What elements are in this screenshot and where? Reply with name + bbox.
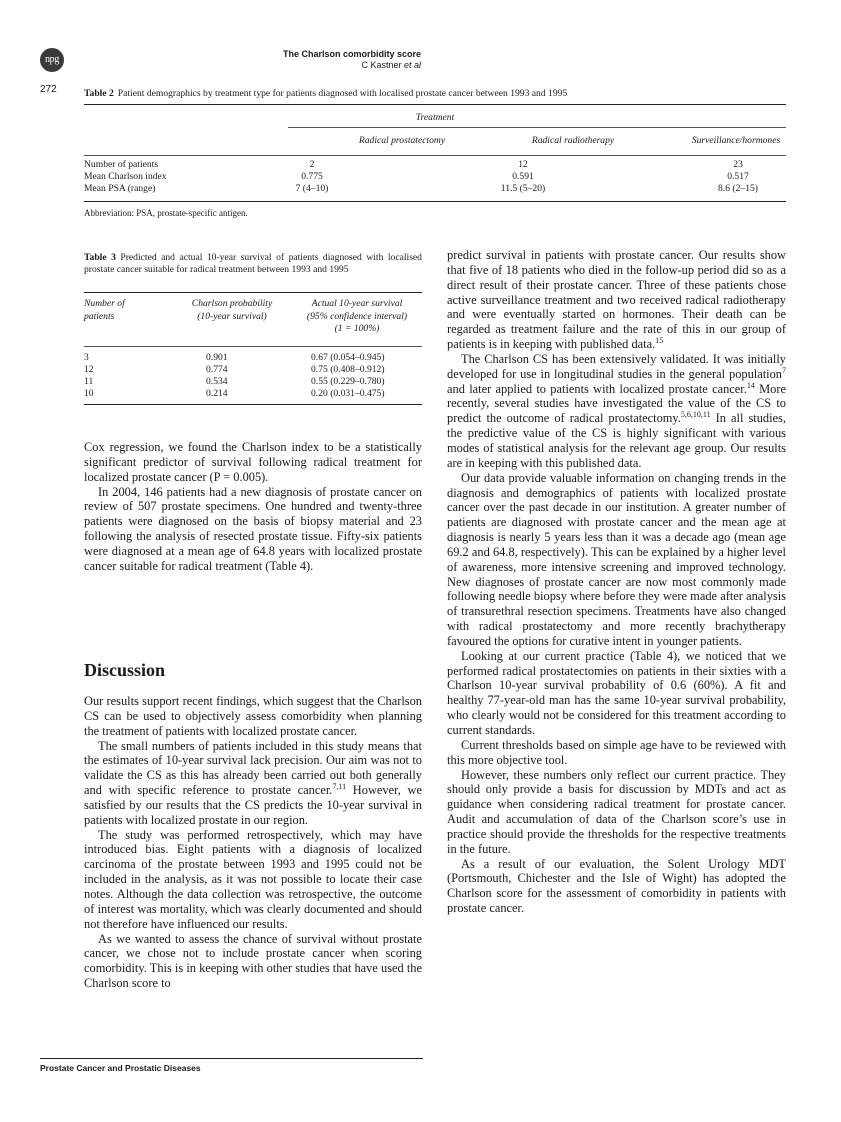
table-row: 12 0.774 0.75 (0.408–0.912) (84, 364, 385, 375)
table3-col-header: Charlson probability (10-year survival) (191, 298, 273, 322)
table-row: 10 0.214 0.20 (0.031–0.475) (84, 388, 385, 399)
table-row: 3 0.901 0.67 (0.054–0.945) (84, 352, 385, 363)
table2-col-header: Radical prostatectomy (358, 135, 446, 146)
table2 (84, 104, 786, 202)
paragraph: The Charlson CS has been extensively validated. It was initially developed for use in longitudinal studies in the general population$^7$ and later applied to patients with localized prostate cancer.$^{14}$ More recently, several studies have investigated the value of the CS to predict the outcome of radical prostatectomy.$^{5,6,10,11}$ In all studies, the predictive value of the CS is highly significant with various modes of statistical analysis for the relevant age group. Our results are in keeping with this published data. (447, 351, 787, 470)
paragraph: However, these numbers only reflect our current practice. They should only provide a basis for discussion by MDTs and act as guidance when considering radical treatment for prostate cancer. Audit and accumulation of data of the Charlson score’s use in practice should provide the thresholds for the respective treatments in the future. (447, 767, 786, 856)
table3-col-header: Actual 10-year survival (95% confidence interval) (1 = 100%) (306, 298, 408, 334)
paragraph: The study was performed retrospectively, which may have introduced bias. Eight patients with a diagnosis of localized carcinoma of the prostate between 1993 and 1995 could not be included in the analysis, as it was not possible to locate their case notes. Although the data collection was retrospective, the outcome of interest was mortality, which was clearly documented and should not therefore have influenced our results. (84, 827, 422, 931)
footer-rule (40, 1058, 423, 1059)
table2-group-header: Treatment (415, 112, 455, 123)
page-number: 272 (40, 84, 57, 95)
paragraph: Current thresholds based on simple age have to be reviewed with this more objective tool. (447, 737, 786, 767)
table3 (84, 292, 422, 405)
section-heading-discussion: Discussion (84, 660, 166, 680)
left-column-results (84, 440, 422, 574)
table2-caption: Table 2 Patient demographics by treatment type for patients diagnosed with localised prostate cancer between 1993 and 1995 (84, 88, 568, 99)
running-header (283, 49, 421, 71)
table3-caption: Table 3 Predicted and actual 10-year survival of patients diagnosed with localised prostate cancer suitable for radical treatment between 1993 and 1995 (84, 252, 422, 275)
table-row: Mean Charlson index 0.775 0.591 0.517 (84, 171, 749, 182)
journal-footer: Prostate Cancer and Prostatic Diseases (40, 1063, 201, 1073)
paragraph: Looking at our current practice (Table 4), we noticed that we performed radical prostatectomies on patients in their sixties with a Charlson 10-year survival probability of 0.6 (60%). A fit and healthy 77-year-old man has the same 10-year survival probability, who clearly would not be considered for this treatment according to current standards. (447, 648, 786, 737)
running-title: The Charlson comorbidity score (282, 49, 421, 59)
paragraph: Our data provide valuable information on changing trends in the diagnosis and demographics of patients with localized prostate cancer over the past decade in our institution. A greater number of patients are diagnosed with prostate cancer and the mean age at diagnosis is nearly 5 years less than it was a decade ago (mean age 69.2 and 64.8, respectively). This can be explained by a higher level of awareness, more intensive screening and improved technology. New diagnoses of prostate cancer are now most commonly made following needle biopsy where before they were made after analysis of transurethral resection specimens. Treatments have also changed with radical prostatectomy and more recently brachytherapy favoured the options for curative intent in younger patients. (447, 470, 786, 648)
paragraph: In 2004, 146 patients had a new diagnosis of prostate cancer on review of 507 prostate specimens. One hundred and twenty-three patients were diagnosed on the basis of biopsy material and 23 following the analysis of resected prostate tissue. Fifty-six patients were diagnosed at a mean age of 64.8 years with localized prostate cancer suitable for radical treatment (Table 4). (84, 484, 422, 573)
paragraph: The small numbers of patients included in this study means that the estimates of 10-year survival lack precision. Our aim was not to validate the CS as this has already been carried out both generally and with specific reference to prostate cancer.$^{7,11}$ However, we satisfied by our results that the CS predicts the 10-year survival in patients with localized prostate in our region. (84, 738, 422, 827)
table-row: Mean PSA (range) 7 (4–10) 11.5 (5–20) 8.6 (2–15) (84, 183, 758, 194)
paragraph: Our results support recent findings, which suggest that the Charlson CS can be used to objectively assess comorbidity when planning the treatment of patients with localized prostate cancer. (84, 694, 422, 738)
paragraph: As we wanted to assess the chance of survival without prostate cancer, we chose not to include prostate cancer when scoring comorbidity. This is in keeping with other studies that have used the Charlson score to (84, 931, 422, 991)
table2-col-header: Radical radiotherapy (531, 135, 615, 146)
publisher-logo: npg (40, 48, 64, 72)
table-row: 11 0.534 0.55 (0.229–0.780) (84, 376, 385, 387)
table-row: Number of patients 2 12 23 (84, 159, 743, 170)
table2-col-header: Surveillance/hormones (691, 135, 781, 146)
running-author: C Kastner et al (361, 60, 421, 70)
left-column-discussion (84, 694, 422, 991)
paragraph: As a result of our evaluation, the Solent Urology MDT (Portsmouth, Chichester and the Isle of Wight) has adopted the Charlson score for the assessment of comorbidity in patients with prostate cancer. (447, 856, 786, 916)
table3-col-header: Number of patients (84, 298, 125, 322)
paragraph: Cox regression, we found the Charlson index to be a statistically significant predictor of survival following radical treatment for localized prostate cancer (P = 0.005). (84, 440, 422, 484)
table2-abbreviation: Abbreviation: PSA, prostate-specific antigen. (84, 208, 248, 218)
paragraph: predict survival in patients with prostate cancer. Our results show that five of 18 patients who died in the follow-up period did so as a direct result of their prostate cancer. Three of these patients chose active surveillance treatment and two received radical radiotherapy and were eventually started on hormones. Their death can be regarded as treatment failure and the rate of this in our group of patients is in keeping with published data.$^{15}$ (447, 248, 786, 352)
right-column (447, 248, 786, 916)
